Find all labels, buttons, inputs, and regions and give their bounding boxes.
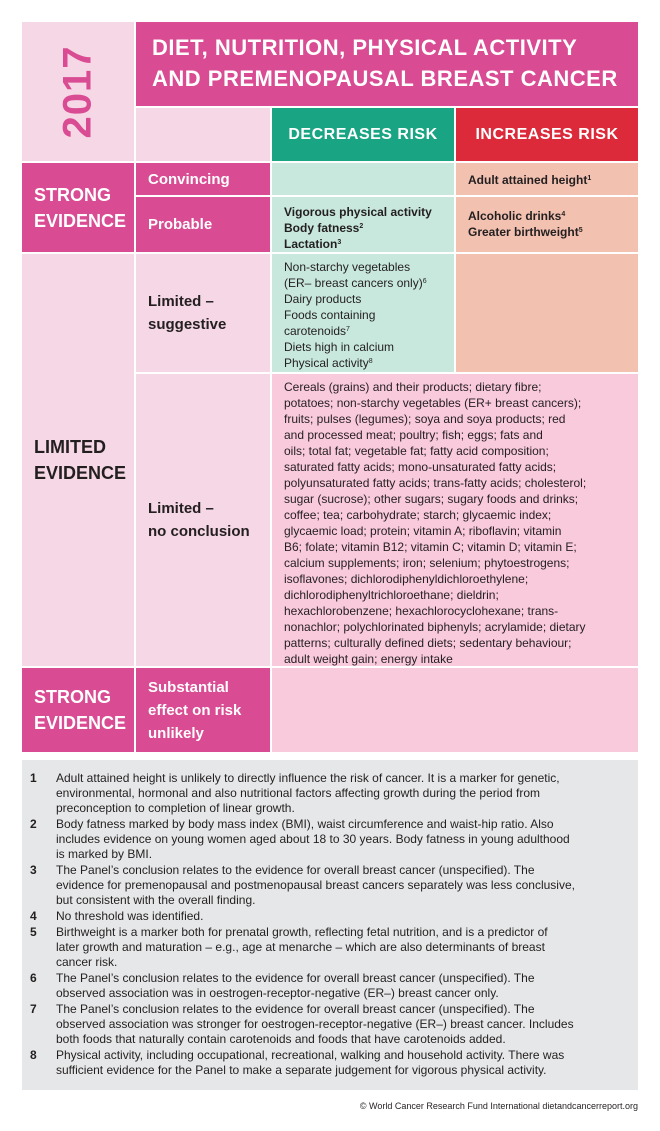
footnote-item: 3 The Panel’s conclusion relates to the evidence for overall breast cancer (unspecified). The evidence for premenopausal and postmenopausal breast cancers separately was less conclusive, but consistent with the overall finding. bbox=[30, 863, 575, 907]
footnote-item: 7 The Panel’s conclusion relates to the evidence for overall breast cancer (unspecified). The observed association was stronger for oestrogen-receptor-negative (ER–) breast cancer. Includes both foods that naturally contain carotenoids and foods that have carotenoids added. bbox=[30, 1002, 574, 1046]
convincing-increase-item: Adult attained height$^1$ bbox=[468, 173, 592, 187]
substantial-effect-label: Substantial effect on risk unlikely bbox=[136, 668, 270, 752]
suggestive-decrease-line: Non-starchy vegetables bbox=[284, 260, 411, 274]
suggestive-decrease-line: Dairy products bbox=[284, 292, 362, 306]
no-conclusion-line: isoflavones; dichlorodiphenyldichloroethylene; bbox=[284, 572, 529, 586]
no-conclusion-line: patterns; culturally defined diets; sedentary behaviour; bbox=[284, 636, 572, 650]
no-conclusion-line: saturated fatty acids; mono-unsaturated fatty acids; bbox=[284, 460, 557, 474]
footnote-item: 2 Body fatness marked by body mass index (BMI), waist circumference and waist-hip ratio. Also includes evidence on young women aged about 18 to 30 years. Body fatness in young adulthood is marked by BMI. bbox=[30, 817, 570, 861]
suggestive-decrease-line: Foods containing bbox=[284, 308, 376, 322]
limited-evidence-line-2: EVIDENCE bbox=[34, 463, 127, 483]
no-conclusion-line: coffee; tea; carbohydrate; starch; glycaemic index; bbox=[284, 508, 552, 522]
suggestive-decreases-cell bbox=[272, 254, 454, 372]
suggestive-decrease-line: carotenoids$^7$ bbox=[284, 324, 350, 338]
no-conclusion-line: nonachlor; polychlorinated biphenyls; acrylamide; dietary bbox=[284, 620, 586, 634]
no-conclusion-line: Cereals (grains) and their products; dietary fibre; bbox=[284, 380, 542, 394]
no-conclusion-line: adult weight gain; energy intake bbox=[284, 652, 453, 666]
year-cell bbox=[22, 22, 134, 161]
footnotes-panel bbox=[22, 760, 638, 1090]
limited-no-conclusion-label: Limited – no conclusion bbox=[136, 374, 270, 666]
footnote-item: 5 Birthweight is a marker both for prenatal growth, reflecting fetal nutrition, and is a predictor of later growth and maturation – e.g., age at menarche – which are also determinants of breast cancer risk. bbox=[30, 925, 548, 969]
no-conclusion-line: fruits; pulses (legumes); soya and soya products; red bbox=[284, 412, 566, 426]
suggestive-decrease-line: (ER– breast cancers only)$^6$ bbox=[284, 276, 427, 290]
substantial-effect-cell bbox=[272, 668, 638, 752]
limited-suggestive-label: Limited – suggestive bbox=[136, 254, 270, 372]
no-conclusion-line: oils; total fat; vegetable fat; fatty acid composition; bbox=[284, 444, 549, 458]
no-conclusion-cell bbox=[272, 374, 638, 666]
copyright-notice: © World Cancer Research Fund International dietandcancerreport.org bbox=[359, 1101, 638, 1111]
no-conclusion-line: sugar (sucrose); other sugars; sugary foods and drinks; bbox=[284, 492, 579, 506]
footnote-item: 8 Physical activity, including occupational, recreational, walking and household activity. There was sufficient evidence for the Panel to make a separate judgement for vigorous physical activity. bbox=[30, 1048, 565, 1077]
strong-evidence-unlikely-label: STRONG EVIDENCE bbox=[22, 668, 134, 752]
footnote-item: 6 The Panel’s conclusion relates to the evidence for overall breast cancer (unspecified). The observed association was in oestrogen-receptor-negative (ER–) breast cancer only. bbox=[30, 971, 535, 1000]
limited-evidence-line-1: LIMITED bbox=[34, 437, 106, 457]
header-spacer-cell bbox=[136, 108, 270, 161]
convincing-label: Convincing bbox=[136, 163, 270, 195]
strong-evidence-line-2: EVIDENCE bbox=[34, 210, 127, 231]
no-conclusion-line: glycaemic load; protein; vitamin A; riboflavin; vitamin bbox=[284, 524, 562, 538]
page-title bbox=[136, 22, 638, 106]
suggestive-decrease-line: Diets high in calcium bbox=[284, 340, 395, 354]
probable-decreases-cell bbox=[272, 197, 454, 252]
decreases-risk-header: DECREASES RISK bbox=[272, 108, 454, 161]
footnote-item: 1 Adult attained height is unlikely to directly influence the risk of cancer. It is a marker for genetic, environmental, hormonal and also nutritional factors affecting growth during the period from preconception to completion of linear growth. bbox=[30, 771, 560, 815]
no-conclusion-line: hexachlorobenzene; hexachlorocyclohexane; trans- bbox=[284, 604, 559, 618]
no-conclusion-line: B6; folate; vitamin B12; vitamin C; vitamin D; vitamin E; bbox=[284, 540, 577, 554]
probable-label: Probable bbox=[136, 197, 270, 252]
convincing-increases-cell bbox=[456, 163, 638, 195]
probable-increase-item: Greater birthweight$^5$ bbox=[468, 225, 583, 239]
probable-increases-cell bbox=[456, 197, 638, 252]
title-line-1: DIET, NUTRITION, PHYSICAL ACTIVITY bbox=[152, 35, 578, 60]
probable-decrease-item: Lactation$^3$ bbox=[284, 237, 342, 251]
suggestive-decrease-line: Physical activity$^8$ bbox=[284, 356, 373, 370]
no-conclusion-line: and processed meat; poultry; fish; eggs; fats and bbox=[284, 428, 543, 442]
suggestive-increases-cell bbox=[456, 254, 638, 372]
probable-decrease-item: Vigorous physical activity bbox=[284, 205, 432, 219]
strong-evidence-line-1: STRONG bbox=[34, 184, 112, 205]
year-label: 2017 bbox=[55, 45, 100, 138]
title-line-2: AND PREMENOPAUSAL BREAST CANCER bbox=[152, 66, 618, 91]
no-conclusion-line: dichlorodiphenyltrichloroethane; dieldrin; bbox=[284, 588, 499, 602]
increases-risk-header: INCREASES RISK bbox=[456, 108, 638, 161]
footnote-item: 4 No threshold was identified. bbox=[30, 909, 204, 923]
probable-increase-item: Alcoholic drinks$^4$ bbox=[468, 209, 566, 223]
strong-evidence-label bbox=[22, 163, 134, 252]
no-conclusion-line: potatoes; non-starchy vegetables (ER+ breast cancers); bbox=[284, 396, 582, 410]
no-conclusion-line: calcium supplements; iron; selenium; phytoestrogens; bbox=[284, 556, 570, 570]
probable-decrease-item: Body fatness$^2$ bbox=[284, 221, 364, 235]
no-conclusion-line: polyunsaturated fatty acids; trans-fatty acids; cholesterol; bbox=[284, 476, 587, 490]
limited-evidence-label bbox=[22, 254, 134, 666]
convincing-decreases-cell bbox=[272, 163, 454, 195]
